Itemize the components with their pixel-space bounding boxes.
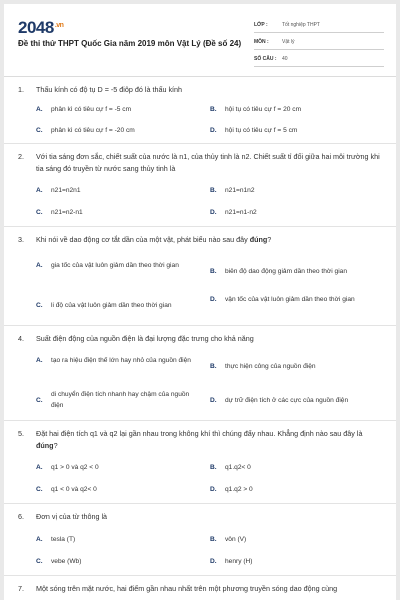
- option-b[interactable]: [210, 462, 376, 473]
- question-text: Với tia sáng đơn sắc, chiết suất của nước là n1, của thủy tinh là n2. Chiết suất tỉ đối giữa hai môi trường khi tia sáng đó truyền từ nước sang thủy tinh là: [36, 152, 380, 173]
- question-emphasis: đúng: [249, 235, 268, 244]
- option-letter: C.: [36, 486, 43, 493]
- question-number: 5.: [18, 429, 24, 438]
- question-separator: [4, 503, 396, 504]
- question-7: [18, 583, 386, 595]
- option-a[interactable]: [36, 104, 202, 115]
- option-c[interactable]: [36, 125, 202, 136]
- option-text: n21=n2-n1: [51, 209, 83, 216]
- option-b[interactable]: [210, 104, 376, 115]
- option-letter: D.: [210, 558, 217, 565]
- meta-value: Tốt nghiệp THPT: [282, 22, 320, 28]
- option-a[interactable]: [36, 534, 202, 545]
- option-letter: D.: [210, 486, 217, 493]
- option-letter: C.: [36, 302, 43, 309]
- option-letter: D.: [210, 127, 217, 134]
- option-letter: A.: [36, 357, 43, 364]
- question-number: 1.: [18, 85, 24, 94]
- question-separator: [4, 420, 396, 421]
- meta-label: SỐ CÂU :: [254, 56, 277, 62]
- question-text: Suất điện động của nguồn điện là đại lượng đặc trưng cho khả năng: [36, 334, 254, 343]
- logo-suffix: .vn: [54, 22, 64, 29]
- question-text: Một sóng trên mặt nước, hai điểm gần nhau nhất trên một phương truyền sóng dao động cùng: [36, 584, 338, 593]
- question-5: [18, 428, 386, 452]
- option-a[interactable]: [36, 260, 202, 271]
- option-letter: C.: [36, 127, 43, 134]
- option-text: q1.q2< 0: [225, 464, 251, 471]
- question-stem: [18, 234, 386, 246]
- option-text: q1.q2 > 0: [225, 486, 253, 493]
- question-6: [18, 511, 386, 523]
- exam-meta: [254, 18, 384, 69]
- option-text: hội tụ có tiêu cự f = 20 cm: [225, 106, 302, 113]
- option-c[interactable]: [36, 300, 202, 311]
- option-text: q1 < 0 và q2< 0: [51, 486, 97, 493]
- option-letter: B.: [210, 536, 217, 543]
- question-number: 4.: [18, 334, 24, 343]
- option-text: vebe (Wb): [51, 558, 82, 565]
- option-b[interactable]: [210, 534, 376, 545]
- question-text-part: ?: [53, 441, 58, 450]
- question-separator: [4, 226, 396, 227]
- option-c[interactable]: [36, 484, 202, 495]
- question-separator: [4, 575, 396, 576]
- option-text: di chuyển điện tích nhanh hay chậm của nguồn điện: [51, 391, 190, 409]
- option-text: gia tốc của vật luôn giảm dần theo thời gian: [51, 262, 179, 269]
- option-letter: A.: [36, 464, 43, 471]
- option-a[interactable]: [36, 355, 202, 366]
- question-separator: [4, 143, 396, 144]
- question-2: [18, 151, 386, 175]
- option-letter: D.: [210, 397, 217, 404]
- question-stem: [18, 583, 386, 595]
- exam-sheet: [4, 4, 396, 600]
- meta-label: MÔN :: [254, 39, 269, 45]
- option-text: n21=n1-n2: [225, 209, 257, 216]
- option-a[interactable]: [36, 185, 202, 196]
- logo-text: 2048: [18, 18, 54, 37]
- option-letter: A.: [36, 106, 43, 113]
- option-c[interactable]: [36, 389, 202, 411]
- option-letter: B.: [210, 268, 217, 275]
- option-letter: D.: [210, 209, 217, 216]
- option-text: thực hiện công của nguồn điện: [225, 363, 316, 370]
- question-number: 6.: [18, 512, 24, 521]
- option-letter: A.: [36, 187, 43, 194]
- option-letter: B.: [210, 187, 217, 194]
- meta-value: 40: [282, 56, 288, 62]
- question-1: [18, 84, 386, 96]
- meta-value: Vật lý: [282, 39, 295, 45]
- option-a[interactable]: [36, 462, 202, 473]
- option-text: phân kì có tiêu cự f = -20 cm: [51, 127, 135, 134]
- option-text: q1 > 0 và q2 < 0: [51, 464, 99, 471]
- question-stem: [18, 428, 386, 452]
- option-letter: A.: [36, 536, 43, 543]
- option-text: vận tốc của vật luôn giảm dần theo thời gian: [225, 296, 355, 303]
- option-letter: D.: [210, 296, 217, 303]
- question-text: [36, 428, 386, 452]
- question-stem: [18, 84, 386, 96]
- option-text: phân kì có tiêu cự f = -5 cm: [51, 106, 132, 113]
- question-emphasis: đúng: [36, 441, 54, 450]
- option-d[interactable]: [210, 484, 376, 495]
- question-number: 7.: [18, 584, 24, 593]
- question-stem: [18, 511, 386, 523]
- question-text-part: ?: [267, 235, 272, 244]
- question-number: 2.: [18, 152, 24, 161]
- option-letter: C.: [36, 396, 43, 404]
- option-letter: B.: [210, 106, 217, 113]
- site-logo[interactable]: [18, 18, 63, 38]
- option-d[interactable]: [210, 395, 376, 406]
- question-4: [18, 333, 386, 345]
- question-text: Thấu kính có độ tụ D = -5 điôp đó là thấu kính: [36, 85, 183, 94]
- question-3: [18, 234, 386, 246]
- meta-label: LỚP :: [254, 22, 268, 28]
- header-divider: [4, 76, 396, 77]
- question-stem: [18, 333, 386, 345]
- option-letter: B.: [210, 363, 217, 370]
- option-d[interactable]: [210, 207, 376, 218]
- option-text: dự trữ điện tích ở các cực của nguồn điện: [225, 397, 349, 404]
- option-letter: C.: [36, 558, 43, 565]
- question-separator: [4, 325, 396, 326]
- option-letter: C.: [36, 209, 43, 216]
- option-d[interactable]: [210, 125, 376, 136]
- option-text: li độ của vật luôn giảm dần theo thời gian: [51, 302, 172, 309]
- option-d[interactable]: [210, 294, 376, 305]
- option-text: hội tụ có tiêu cự f = 5 cm: [225, 127, 298, 134]
- question-text: Đơn vị của từ thông là: [36, 512, 108, 521]
- option-b[interactable]: [210, 185, 376, 196]
- option-b[interactable]: [210, 266, 376, 277]
- option-c[interactable]: [36, 556, 202, 567]
- option-letter: A.: [36, 262, 43, 269]
- option-text: tạo ra hiệu điện thế lớn hay nhỏ của nguồn điện: [51, 357, 191, 364]
- option-b[interactable]: [210, 361, 376, 372]
- option-text: n21=n1n2: [225, 187, 255, 194]
- meta-subject-row: [254, 35, 384, 50]
- option-text: henry (H): [225, 558, 253, 565]
- option-d[interactable]: [210, 556, 376, 567]
- question-text-part: Khi nói về dao động cơ tắt dần của một vật, phát biểu nào sau đây: [36, 235, 250, 244]
- option-text: biên độ dao động giảm dần theo thời gian: [225, 268, 348, 275]
- question-text-part: Đặt hai điện tích q1 và q2 lại gần nhau trong không khí thì chúng đẩy nhau. Khẳng định nào sau đây là: [36, 429, 363, 438]
- option-c[interactable]: [36, 207, 202, 218]
- question-stem: [18, 151, 386, 175]
- meta-count-row: [254, 52, 384, 67]
- exam-title: Đề thi thử THPT Quốc Gia năm 2019 môn Vật Lý (Đề số 24): [18, 39, 242, 48]
- exam-header: [4, 4, 396, 76]
- option-text: tesla (T): [51, 536, 76, 543]
- question-text: [36, 234, 386, 246]
- option-letter: B.: [210, 464, 217, 471]
- question-number: 3.: [18, 235, 24, 244]
- option-text: n21=n2n1: [51, 187, 81, 194]
- meta-class-row: [254, 18, 384, 33]
- option-text: vôn (V): [225, 536, 247, 543]
